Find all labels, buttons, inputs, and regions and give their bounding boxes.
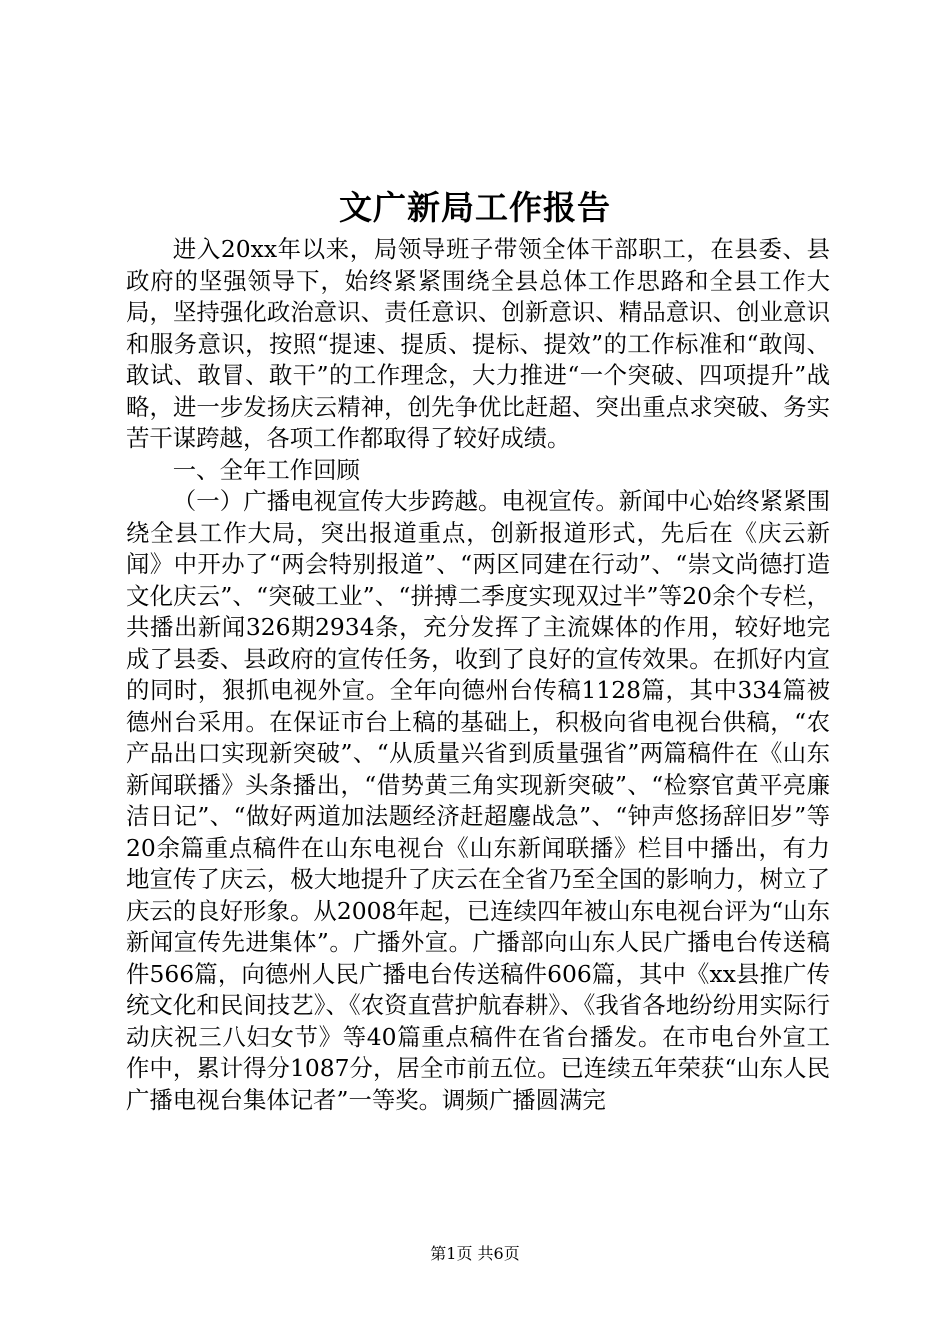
intro-paragraph: 进入20xx年以来，局领导班子带领全体干部职工，在县委、县政府的坚强领导下，始终紧紧围绕全县总体工作思路和全县工作大局，坚持强化政治意识、责任意识、创新意识、精品意识、创业意识和服务意识，按照“提速、提质、提标、提效”的工作标准和“敢闯、敢试、敢冒、敢干”的工作理念，大力推进“一个突破、四项提升”战略，进一步发扬庆云精神，创先争优比赶超、突出重点求突破、务实苦干谋跨越，各项工作都取得了较好成绩。 (126, 235, 830, 452)
body-paragraph: （一）广播电视宣传大步跨越。电视宣传。新闻中心始终紧紧围绕全县工作大局，突出报道重点，创新报道形式，先后在《庆云新闻》中开办了“两会特别报道”、“两区同建在行动”、“崇文尚德打造文化庆云”、“突破工业”、“拼搏二季度实现双过半”等20余个专栏，共播出新闻326期2934条，充分发挥了主流媒体的作用，较好地完成了县委、县政府的宣传任务，收到了良好的宣传效果。在抓好内宣的同时，狠抓电视外宣。全年向德州台传稿1128篇，其中334篇被德州台采用。在保证市台上稿的基础上，积极向省电视台供稿，“农产品出口实现新突破”、“从质量兴省到质量强省”两篇稿件在《山东新闻联播》头条播出，“借势黄三角实现新突破”、“检察官黄平亮廉洁日记”、“做好两道加法题经济赶超鏖战急”、“钟声悠扬辞旧岁”等20余篇重点稿件在山东电视台《山东新闻联播》栏目中播出，有力地宣传了庆云，极大地提升了庆云在全省乃至全国的影响力，树立了庆云的良好形象。从2008年起，已连续四年被山东电视台评为“山东新闻宣传先进集体”。广播外宣。广播部向山东人民广播电台传送稿件566篇，向德州人民广播电台传送稿件606篇，其中《xx县推广传统文化和民间技艺》、《农资直营护航春耕》、《我省各地纷纷用实际行动庆祝三八妇女节》等40篇重点稿件在省台播发。在市电台外宣工作中，累计得分1087分，居全市前五位。已连续五年荣获“山东人民广播电视台集体记者”一等奖。调频广播圆满完 (126, 487, 830, 1114)
page-footer: 第1页 共6页 (430, 1244, 520, 1263)
section-heading: 一、全年工作回顾 (172, 455, 360, 484)
document-title: 文广新局工作报告 (339, 188, 611, 227)
document-body (126, 234, 830, 1116)
